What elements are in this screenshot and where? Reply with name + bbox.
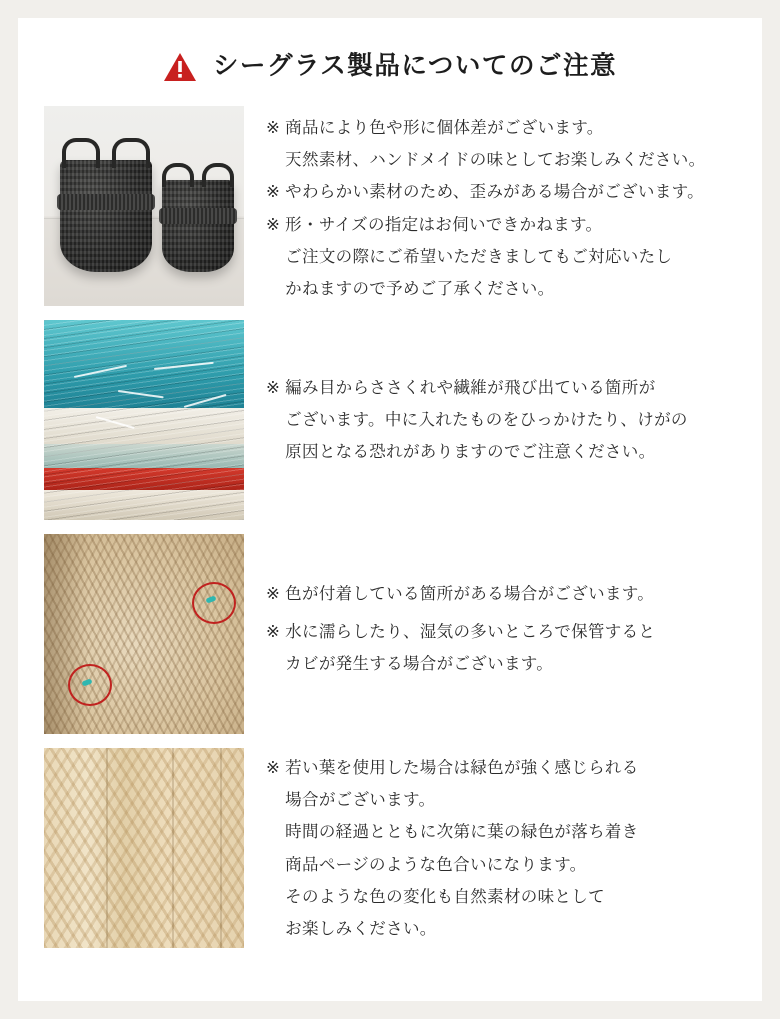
dyed-fiber-closeup-photo — [44, 320, 244, 520]
note-line: 形・サイズの指定はお伺いできかねます。 — [285, 215, 603, 234]
note-item — [266, 372, 752, 469]
basket-small — [162, 180, 234, 272]
notice-section — [44, 320, 762, 520]
notice-rows — [18, 106, 762, 948]
basket-large — [60, 160, 152, 272]
note-mark: ※ — [266, 759, 281, 777]
notice-texts — [244, 106, 762, 305]
notice-header — [18, 18, 762, 106]
note-line: 水に濡らしたり、湿気の多いところで保管すると — [285, 623, 656, 642]
notice-section — [44, 106, 762, 306]
red-circle-marker — [192, 582, 236, 624]
note-mark: ※ — [266, 183, 281, 202]
note-line: お楽しみください。 — [285, 919, 437, 938]
notice-texts — [244, 320, 762, 469]
note-line: 場合がございます。 — [285, 791, 436, 810]
note-item — [266, 112, 752, 176]
note-mark: ※ — [266, 585, 281, 603]
note-item — [266, 209, 752, 306]
note-line: 原因となる恐れがありますのでご注意ください。 — [285, 443, 656, 462]
note-line: 時間の経過とともに次第に葉の緑色が落ち着き — [285, 823, 639, 842]
note-mark: ※ — [266, 215, 281, 234]
note-line: そのような色の変化も自然素材の味として — [285, 887, 605, 906]
woven-mat-with-marked-spots-photo — [44, 534, 244, 734]
note-line: 天然素材、ハンドメイドの味としてお楽しみください。 — [285, 151, 706, 170]
note-line: ご注文の際にご希望いただきましてもご対応いたし — [285, 247, 673, 266]
note-mark: ※ — [266, 623, 281, 642]
note-mark: ※ — [266, 379, 281, 397]
note-line: カビが発生する場合がございます。 — [285, 655, 554, 674]
notice-card — [18, 18, 762, 1001]
note-line: かねますので予めご了承ください。 — [285, 279, 555, 298]
black-seagrass-baskets-photo — [44, 106, 244, 306]
note-item — [266, 578, 752, 610]
notice-section — [44, 748, 762, 948]
note-item — [266, 752, 752, 945]
note-item — [266, 616, 752, 680]
notice-section — [44, 534, 762, 734]
natural-straw-weave-photo — [44, 748, 244, 948]
note-line: 商品ページのような色合いになります。 — [285, 855, 587, 874]
note-line: 商品により色や形に個体差がございます。 — [285, 119, 604, 137]
note-item — [266, 176, 752, 208]
notice-texts — [244, 748, 762, 945]
warning-triangle-icon — [163, 52, 197, 82]
note-line: 編み目からささくれや繊維が飛び出ている箇所が — [285, 379, 656, 397]
red-circle-marker — [68, 664, 112, 706]
note-line: 色が付着している箇所がある場合がございます。 — [285, 585, 655, 603]
note-line: 若い葉を使用した場合は緑色が強く感じられる — [285, 759, 639, 777]
page-title: シーグラス製品についてのご注意 — [212, 52, 618, 81]
note-line: やわらかい素材のため、歪みがある場合がございます。 — [285, 183, 704, 202]
note-mark: ※ — [266, 119, 281, 137]
note-line: ございます。中に入れたものをひっかけたり、けがの — [285, 411, 688, 430]
notice-texts — [244, 534, 762, 681]
